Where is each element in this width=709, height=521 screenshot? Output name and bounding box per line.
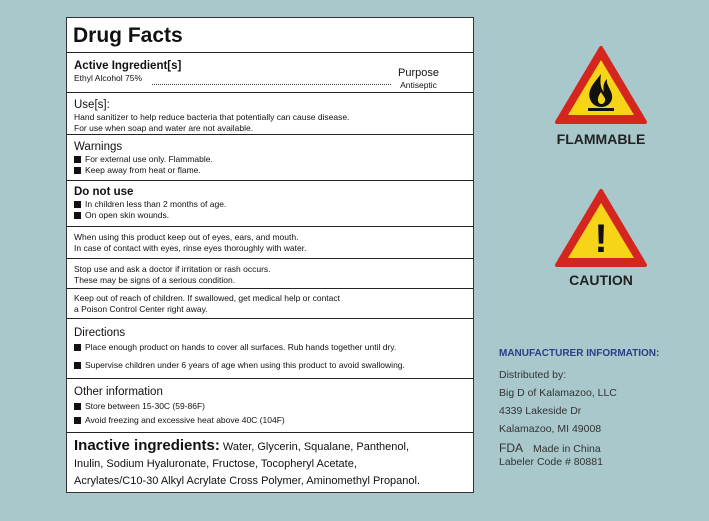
divider <box>67 432 473 433</box>
other-information-heading: Other information <box>74 386 163 398</box>
keep-out-line: Keep out of reach of children. If swallowed, get medical help or contact <box>74 293 341 303</box>
purpose-value: Antiseptic <box>400 80 437 90</box>
flammable-warning-icon <box>554 45 648 125</box>
bullet-square <box>74 156 81 163</box>
directions-section <box>74 326 469 371</box>
keep-out-section <box>74 293 469 314</box>
inactive-ingredients-line: Acrylates/C10-30 Alkyl Acrylate Cross Polymer, Aminomethyl Propanol. <box>74 475 421 487</box>
bullet-square <box>74 403 81 410</box>
when-using-line: When using this product keep out of eyes, ears, and mouth. <box>74 232 299 242</box>
uses-line: For use when soap and water are not available. <box>74 122 254 133</box>
directions-heading: Directions <box>74 327 126 339</box>
when-using-line: In case of contact with eyes, rinse eyes thoroughly with water. <box>74 242 307 253</box>
uses-heading: Use[s]: <box>74 99 110 111</box>
warnings-heading: Warnings <box>74 141 123 153</box>
inactive-ingredients-section <box>74 437 469 490</box>
bullet-square <box>74 167 81 174</box>
bullet-square <box>74 417 81 424</box>
divider <box>67 52 473 53</box>
do-not-use-heading: Do not use <box>74 186 134 198</box>
drug-facts-panel <box>66 17 474 493</box>
purpose-heading: Purpose <box>398 67 439 79</box>
other-information-item: Store between 15-30C (59-86F) <box>74 401 469 412</box>
other-information-section <box>74 385 469 426</box>
caution-label: CAUTION <box>569 272 633 288</box>
caution-glyph: ! <box>594 217 608 261</box>
bullet-square <box>74 201 81 208</box>
do-not-use-section <box>74 185 469 221</box>
inactive-ingredients-line: Inulin, Sodium Hyaluronate, Fructose, Tocopheryl Acetate, <box>74 458 357 470</box>
labeler-code: Labeler Code # 80881 <box>499 456 603 468</box>
do-not-use-item: In children less than 2 months of age. <box>74 199 469 210</box>
manufacturer-line: Big D of Kalamazoo, LLC <box>499 387 617 399</box>
warning-item: Keep away from heat or flame. <box>74 165 469 176</box>
do-not-use-item: On open skin wounds. <box>74 210 469 221</box>
fda-line <box>499 442 659 456</box>
divider <box>67 288 473 289</box>
uses-section <box>74 98 469 133</box>
bullet-square <box>74 362 81 369</box>
purpose-section <box>398 66 439 91</box>
active-ingredient-heading: Active Ingredient[s] <box>74 60 182 72</box>
divider <box>67 378 473 379</box>
inactive-ingredients-line: Inactive ingredients: Water, Glycerin, Squalane, Panthenol, <box>74 437 410 454</box>
when-using-section <box>74 232 469 253</box>
other-information-item: Avoid freezing and excessive heat above 40C (104F) <box>74 415 469 426</box>
active-ingredient-value: Ethyl Alcohol 75% <box>74 73 143 83</box>
stop-use-line: These may be signs of a serious condition. <box>74 274 236 285</box>
stop-use-line: Stop use and ask a doctor if irritation or rash occurs. <box>74 264 271 274</box>
dotted-leader <box>152 84 391 85</box>
manufacturer-line: Kalamazoo, MI 49008 <box>499 423 602 435</box>
warnings-section <box>74 140 469 176</box>
divider <box>67 134 473 135</box>
bullet-square <box>74 212 81 219</box>
origin-text: Made in China <box>533 443 601 455</box>
divider <box>67 226 473 227</box>
manufacturer-line: 4339 Lakeside Dr <box>499 405 582 417</box>
keep-out-line: a Poison Control Center right away. <box>74 303 208 314</box>
direction-item: Place enough product on hands to cover all surfaces. Rub hands together until dry. <box>74 342 469 353</box>
manufacturer-title: MANUFACTURER INFORMATION: <box>499 348 660 359</box>
uses-line: Hand sanitizer to help reduce bacteria that potentially can cause disease. <box>74 112 350 122</box>
manufacturer-line: Distributed by: <box>499 369 567 381</box>
drug-facts-title: Drug Facts <box>73 24 183 47</box>
stop-use-section <box>74 264 469 285</box>
bullet-square <box>74 344 81 351</box>
direction-item: Supervise children under 6 years of age when using this product to avoid swallowing. <box>74 360 469 371</box>
manufacturer-information <box>499 348 659 469</box>
divider <box>67 258 473 259</box>
inactive-ingredients-heading: Inactive ingredients <box>74 437 215 454</box>
caution-warning-icon <box>554 188 648 268</box>
flammable-label: FLAMMABLE <box>556 131 646 147</box>
divider <box>67 92 473 93</box>
warning-item: For external use only. Flammable. <box>74 154 469 165</box>
divider <box>67 180 473 181</box>
fda-text: FDA <box>499 441 523 455</box>
divider <box>67 318 473 319</box>
